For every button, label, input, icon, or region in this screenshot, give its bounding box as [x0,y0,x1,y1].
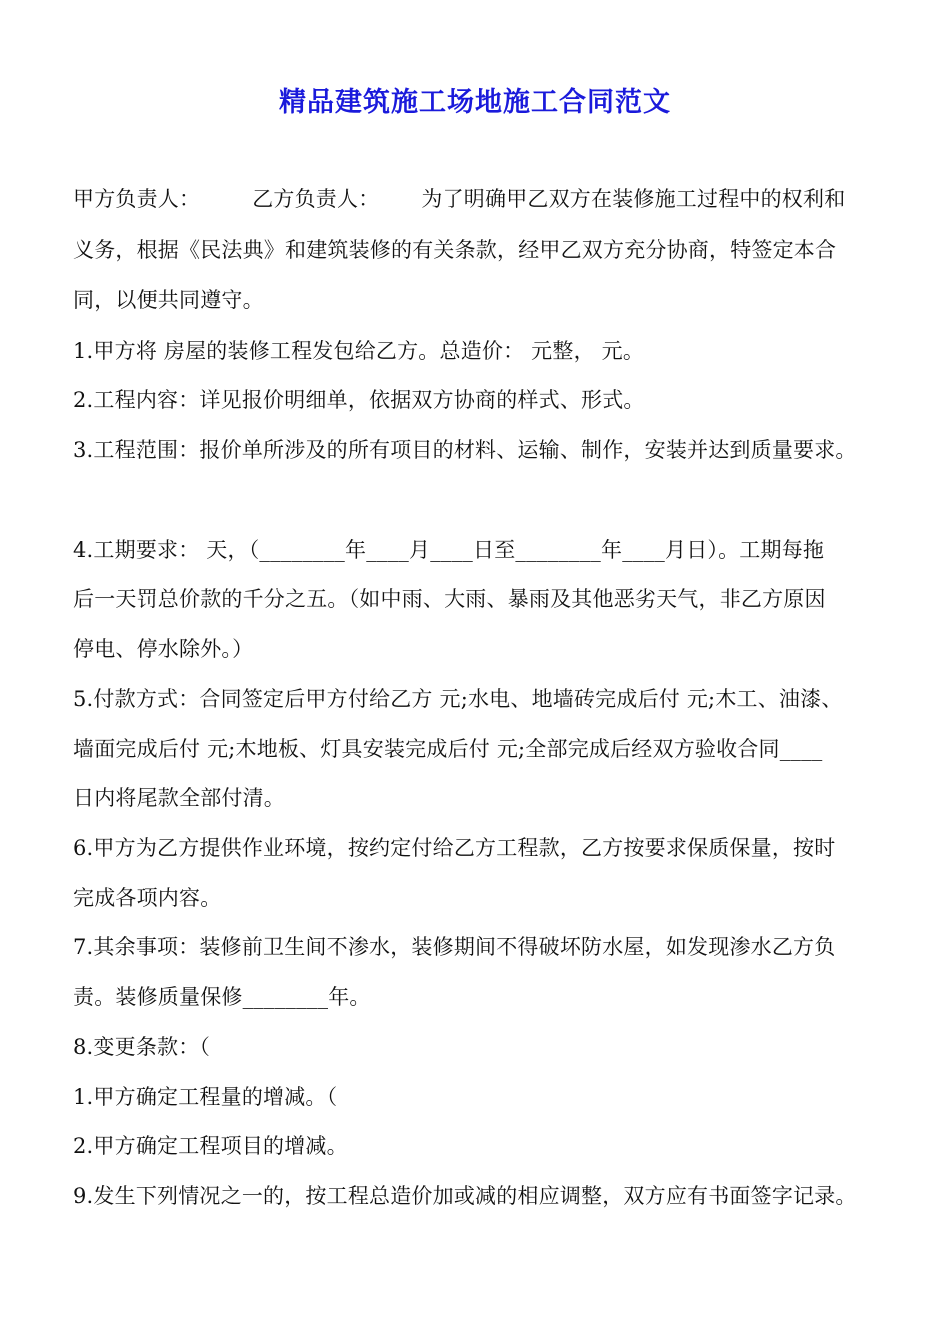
clause-7-cont: 责。装修质量保修________年。 [73,985,371,1009]
party-a-label: 甲方负责人： [73,187,201,211]
clause-7: 7.其余事项：装修前卫生间不渗水，装修期间不得破坏防水屋，如发现渗水乙方负 [73,935,836,959]
body-line-2: 同，以便共同遵守。 [73,288,264,312]
intro-text: 为了明确甲乙双方在装修施工过程中的权利和 [421,187,846,211]
clause-3: 3.工程范围：报价单所涉及的所有项目的材料、运输、制作，安装并达到质量要求。 [73,438,857,462]
clause-1: 1.甲方将 房屋的装修工程发包给乙方。总造价： 元整， 元。 [73,339,645,363]
clause-2: 2.工程内容：详见报价明细单，依据双方协商的样式、形式。 [73,388,645,412]
header-line [73,184,845,214]
clause-9: 9.发生下列情况之一的，按工程总造价加或减的相应调整，双方应有书面签字记录。 [73,1184,857,1208]
clause-6: 6.甲方为乙方提供作业环境，按约定付给乙方工程款，乙方按要求保质保量，按时 [73,836,836,860]
clause-4-cont-1: 后一天罚总价款的千分之五。（如中雨、大雨、暴雨及其他恶劣天气，非乙方原因 [73,587,826,611]
clause-5: 5.付款方式：合同签定后甲方付给乙方 元;水电、地墙砖完成后付 元;木工、油漆、 [73,687,843,711]
clause-4-cont-2: 停电、停水除外。） [73,637,254,661]
clause-6-cont: 完成各项内容。 [73,886,222,910]
clause-8: 8.变更条款：（ [73,1035,211,1059]
party-b-label: 乙方负责人： [252,187,380,211]
clause-5-cont-2: 日内将尾款全部付清。 [73,786,285,810]
clause-4: 4.工期要求： 天，（________年____月____日至________年____月日）。工期每拖 [73,538,825,562]
clause-8-item-2: 2.甲方确定工程项目的增减。 [73,1134,348,1158]
clause-5-cont-1: 墙面完成后付 元;木地板、灯具安装完成后付 元;全部完成后经双方验收合同____ [73,737,823,761]
clause-8-item-1: 1.甲方确定工程量的增减。（ [73,1085,338,1109]
body-line-1: 义务，根据《民法典》和建筑装修的有关条款，经甲乙双方充分协商，特签定本合 [73,238,837,262]
document-title: 精品建筑施工场地施工合同范文 [279,87,671,118]
